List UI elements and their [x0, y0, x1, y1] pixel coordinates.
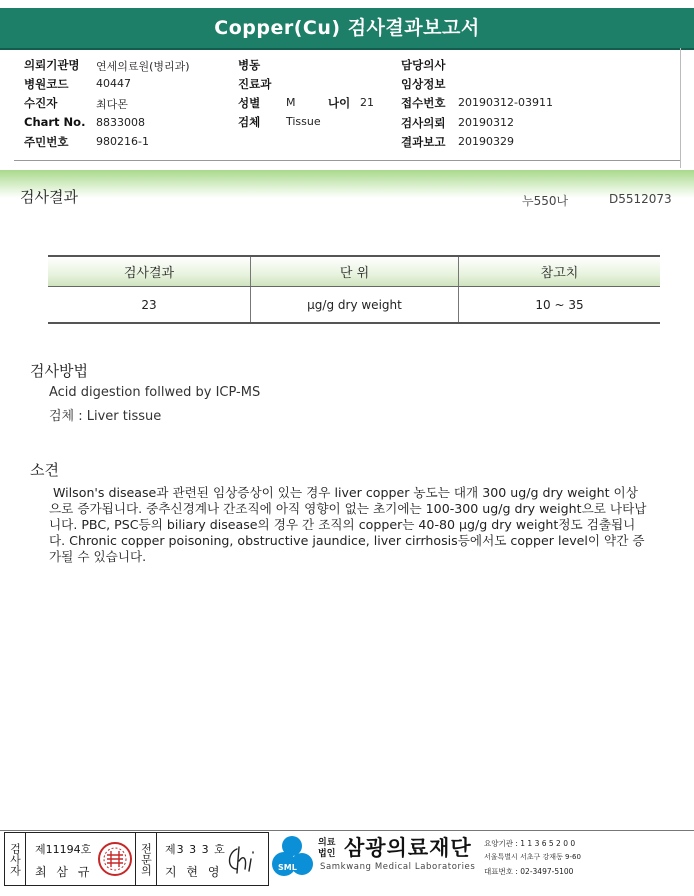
resident-no-label: 주민번호 [24, 135, 69, 149]
table-header-row [48, 256, 660, 287]
method-heading: 검사방법 [30, 362, 88, 380]
result-header-band [0, 170, 694, 198]
org-address: 서울특별시 서초구 강재동 9-60 [484, 853, 581, 861]
reference-code-2: D5512073 [609, 192, 672, 206]
result-heading: 검사결과 [20, 188, 78, 206]
sex-label: 성별 [238, 96, 261, 110]
result-table [48, 255, 660, 324]
info-right-edge-line [680, 48, 681, 168]
hospital-value: 연세의료원(병리과) [96, 60, 190, 73]
reference-range-cell: 10 ~ 35 [459, 287, 661, 324]
inspector-name: 최 삼 규 [35, 865, 93, 879]
request-date-label: 검사의뢰 [401, 116, 446, 130]
method-line-2: 검체 : Liver tissue [49, 409, 162, 424]
method-line-1: Acid digestion follwed by ICP-MS [49, 385, 261, 400]
specimen-label: 검체 [238, 115, 261, 129]
footer-separator [0, 830, 694, 831]
table-row [48, 287, 660, 324]
hospital-code-label: 병원코드 [24, 77, 69, 91]
report-date-label: 결과보고 [401, 135, 446, 149]
org-type: 의료 법인 [318, 838, 336, 859]
org-name: 삼광의료재단 [344, 836, 472, 860]
clinical-info-label: 임상정보 [401, 77, 446, 91]
collector-value: 최다몬 [96, 98, 128, 111]
org-name-en: Samkwang Medical Laboratories [320, 862, 476, 872]
report-title: Copper(Cu) 검사결과보고서 [214, 17, 480, 39]
doctor-label: 담당의사 [401, 58, 446, 72]
unit-cell: μg/g dry weight [251, 287, 459, 324]
specialist-name: 지 현 영 [165, 865, 223, 879]
signature-box [4, 832, 269, 886]
table-header-unit: 단 위 [251, 256, 459, 287]
report-date-value: 20190329 [458, 135, 514, 148]
opinion-heading: 소견 [30, 461, 59, 479]
inspector-seal-icon [97, 841, 133, 877]
resident-no-value: 980216-1 [96, 135, 149, 148]
request-date-value: 20190312 [458, 116, 514, 129]
logo-text: SML [278, 863, 297, 872]
specialist-license: 제3 3 3 호 [165, 843, 226, 856]
info-separator [14, 160, 680, 161]
reference-code-1: 누550나 [522, 194, 569, 208]
result-value-cell: 23 [48, 287, 251, 324]
table-header-reference: 참고치 [459, 256, 661, 287]
sex-value: M [286, 96, 296, 109]
ward-label: 병동 [238, 58, 261, 72]
org-code: 요양기관 : 1 1 3 6 5 2 0 0 [484, 839, 576, 848]
chart-no-value: 8833008 [96, 116, 145, 129]
inspector-license: 제11194호 [35, 843, 92, 856]
department-label: 진료과 [238, 77, 272, 91]
specimen-value: Tissue [286, 115, 321, 128]
table-header-result: 검사결과 [48, 256, 251, 287]
collector-label: 수진자 [24, 96, 58, 110]
receipt-no-value: 20190312-03911 [458, 96, 553, 109]
hospital-code-value: 40447 [96, 77, 131, 90]
specialist-label: 전문의 [135, 833, 157, 885]
receipt-no-label: 접수번호 [401, 96, 446, 110]
hospital-label: 의뢰기관명 [24, 58, 80, 72]
report-title-bar [0, 8, 694, 50]
inspector-label: 검사자 [5, 833, 26, 885]
chart-no-label: Chart No. [24, 115, 86, 129]
age-value: 21 [360, 96, 374, 109]
age-label: 나이 [328, 96, 351, 110]
sml-logo-icon [272, 832, 316, 882]
org-phone: 대표번호 : 02-3497-5100 [484, 867, 574, 876]
opinion-text: Wilson's disease과 관련된 임상증상이 있는 경우 liver copper 농도는 대개 300 ug/g dry weight 이상으로 증가됩니다. 중추신경계나 간조직에 아직 영향이 없는 초기에는 100-300 ug/g dry weight으로 나타납니다. PBC, PSC등의 biliary disease의 경우 간 조직의 copper는 40-80 μg/g dry weight정도 검출됩니다. Chronic copper poisoning, obstructive jaundice, liver cirrhosis등에서도 copper level이 약간 증가될 수 있습니다. [49, 485, 647, 564]
specialist-signature [223, 843, 263, 877]
